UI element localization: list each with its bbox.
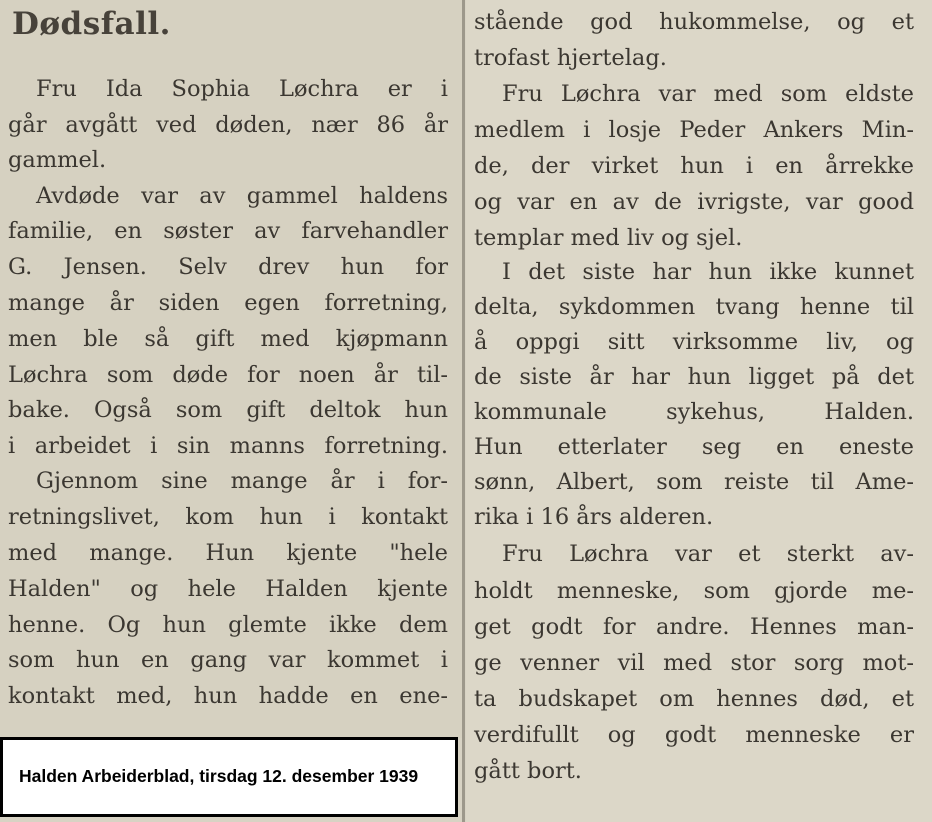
text-line: retningslivet, kom hun i kontakt [8,504,448,530]
text-line: rika i 16 års alderen. [474,504,714,530]
text-line: medlem i losje Peder Ankers Min- [474,117,914,143]
text-line: Fru Ida Sophia Løchra er i [36,76,448,102]
text-line: går avgått ved døden, nær 86 år [8,112,448,138]
text-line: ta budskapet om hennes død, et [474,686,914,712]
text-line: Løchra som døde for noen år til- [8,362,448,388]
source-caption: Halden Arbeiderblad, tirsdag 12. desember 1939 [19,766,419,786]
text-line: bake. Også som gift deltok hun [8,397,448,423]
text-line: gått bort. [474,758,582,784]
text-line: sønn, Albert, som reiste til Ame- [474,469,914,495]
text-line: Halden" og hele Halden kjente [8,576,448,602]
text-line: templar med liv og sjel. [474,225,743,251]
text-line: Fru Løchra var med som eldste [502,81,914,107]
text-line: familie, en søster av farvehandler [8,218,448,244]
text-line: Hun etterlater seg en eneste [474,434,914,460]
text-line: og var en av de ivrigste, var good [474,189,914,215]
text-line: med mange. Hun kjente "hele [8,540,448,566]
text-line: get godt for andre. Hennes man- [474,614,914,640]
text-line: kontakt med, hun hadde en ene- [8,683,448,709]
right-column [466,0,932,822]
text-line: stående god hukommelse, og et [474,9,914,35]
text-line: G. Jensen. Selv drev hun for [8,254,448,280]
text-line: de siste år har hun ligget på det [474,364,914,390]
text-line: de, der virket hun i en årrekke [474,153,914,179]
text-line: holdt menneske, som gjorde me- [474,578,914,604]
column-divider [462,0,465,822]
text-line: I det siste har hun ikke kunnet [502,259,914,285]
text-line: kommunale sykehus, Halden. [474,399,914,425]
headline: Dødsfall. [12,6,171,42]
text-line: Gjennom sine mange år i for- [36,468,448,494]
text-line: mange år siden egen forretning, [8,290,448,316]
text-line: Avdøde var av gammel haldens [36,183,448,209]
text-line: delta, sykdommen tvang henne til [474,294,914,320]
text-line: Fru Løchra var et sterkt av- [502,541,914,567]
text-line: henne. Og hun glemte ikke dem [8,612,448,638]
text-line: gammel. [8,147,107,173]
caption-box [0,737,458,817]
text-line: men ble så gift med kjøpmann [8,326,448,352]
text-line: som hun en gang var kommet i [8,647,448,673]
left-column [0,0,462,738]
text-line: ge venner vil med stor sorg mot- [474,650,914,676]
text-line: verdifullt og godt menneske er [474,722,914,748]
text-line: å oppgi sitt virksomme liv, og [474,329,914,355]
text-line: trofast hjertelag. [474,45,667,71]
text-line: i arbeidet i sin manns forretning. [8,433,448,459]
